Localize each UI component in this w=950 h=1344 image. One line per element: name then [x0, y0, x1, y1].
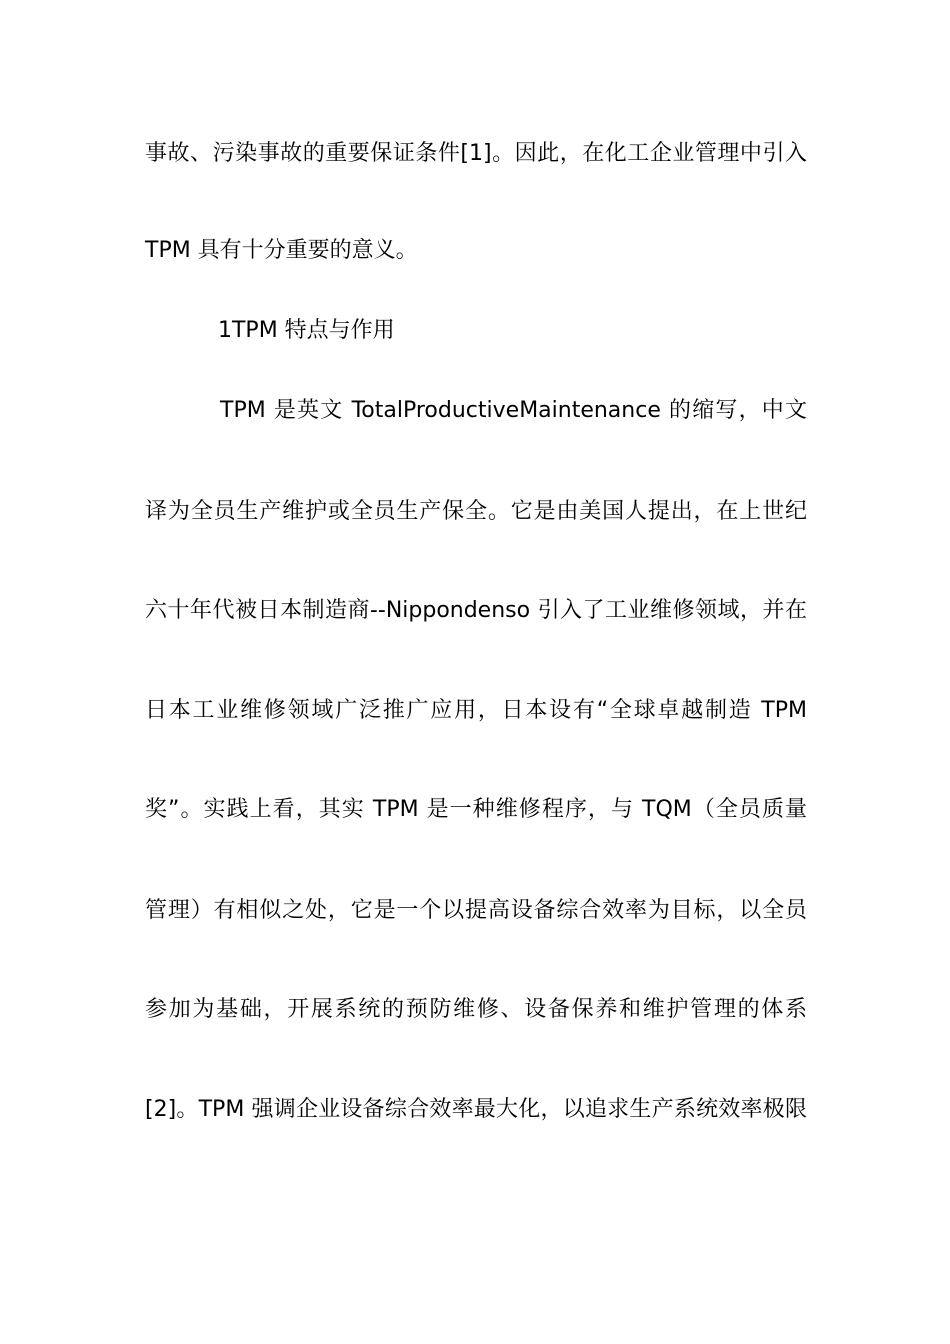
- paragraph-line-6: 日本工业维修领域广泛推广应用，日本设有“全球卓越制造 TPM: [145, 698, 807, 723]
- paragraph-line-7: 奖”。实践上看，其实 TPM 是一种维修程序，与 TQM（全员质量: [145, 797, 807, 822]
- paragraph-line-1: 事故、污染事故的重要保证条件[1]。因此，在化工企业管理中引入: [145, 141, 807, 166]
- paragraph-line-8: 管理）有相似之处，它是一个以提高设备综合效率为目标，以全员: [145, 898, 807, 923]
- paragraph-line-3: TPM 是英文 TotalProductiveMaintenance 的缩写，中文: [220, 398, 807, 423]
- paragraph-line-2: TPM 具有十分重要的意义。: [145, 238, 418, 263]
- section-heading: 1TPM 特点与作用: [218, 318, 395, 343]
- paragraph-line-9: 参加为基础，开展系统的预防维修、设备保养和维护管理的体系: [145, 997, 807, 1022]
- paragraph-line-4: 译为全员生产维护或全员生产保全。它是由美国人提出，在上世纪: [145, 499, 807, 524]
- paragraph-line-10: [2]。TPM 强调企业设备综合效率最大化，以追求生产系统效率极限: [145, 1097, 807, 1122]
- paragraph-line-5: 六十年代被日本制造商--Nippondenso 引入了工业维修领域，并在: [145, 598, 807, 623]
